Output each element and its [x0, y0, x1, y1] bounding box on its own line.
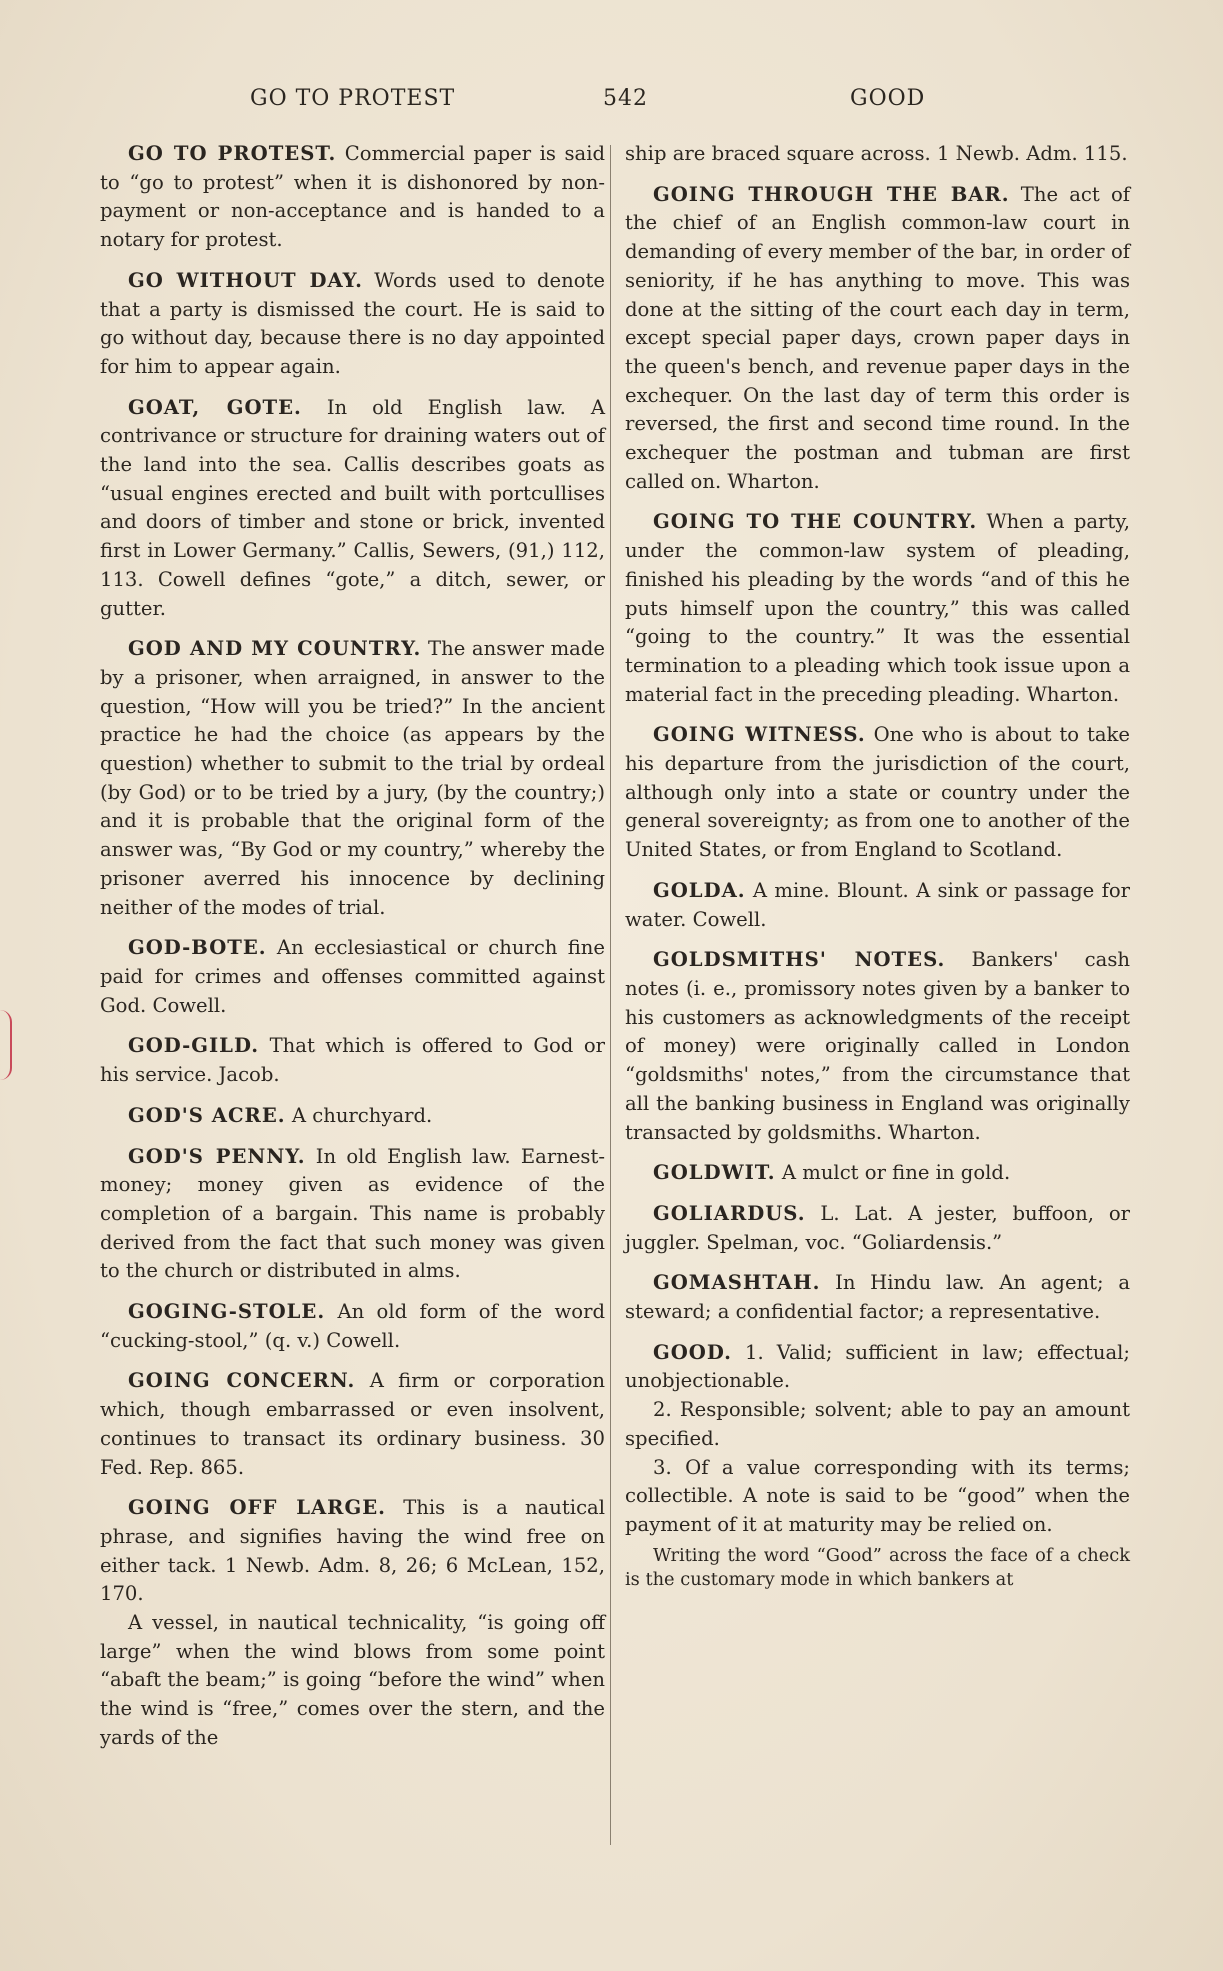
entry-going-witness — [625, 721, 1130, 865]
entry-good — [625, 1339, 1130, 1396]
entry-text: Words used to denote that a party is dismissed the court. He is said to go without day, because there is no day appointed for him to appear again. — [100, 268, 606, 378]
entry-text: An ecclesiastical or church fine paid for crimes and offenses committed against God. Cowell. — [100, 936, 605, 1017]
entry-text: L. Lat. A jester, buffoon, or juggler. Spelman, voc. “Goliardensis.” — [625, 1201, 1130, 1254]
entry-term: GOING THROUGH THE BAR. — [653, 182, 1010, 206]
entry-term: GOLDSMITHS' NOTES. — [653, 948, 946, 972]
entry-text: In old English law. Earnest-money; money given as evidence of the completion of a bargain. This name is probably derived from the fact that such money was given to the church or distributed in alms. — [100, 1144, 605, 1283]
entry-going-off-large-continued — [100, 1609, 605, 1753]
entry-gods-penny — [100, 1143, 605, 1287]
entry-text: A mine. Blount. A sink or passage for water. Cowell. — [625, 878, 1130, 931]
entry-text: The answer made by a prisoner, when arraigned, in answer to the question, “How will you be tried?” In the ancient practice he had the choice (as appears by the question) whether to submit to the trial by ordeal (by God) or to be tried by a jury, (by the country;) and it is probable that the original form of the answer was, “By God or my country,” whereby the prisoner averred his innocence by declining neither of the modes of trial. — [100, 637, 605, 919]
header-left-guide-word: GO TO PROTEST — [250, 86, 456, 111]
header-right-guide-word: GOOD — [850, 86, 926, 111]
right-column — [625, 140, 1130, 1604]
entry-text: In old English law. A contrivance or structure for draining waters out of the land into the sea. Callis describes goats as “usual engines erected and built with portcullises and doors of timber and stone or brick, invented first in Lower Germany.” Callis, Sewers, (91,) 112, 113. Cowell defines “gote,” a ditch, sewer, or gutter. — [100, 395, 605, 620]
entry-term: GOD AND MY COUNTRY. — [128, 637, 422, 661]
entry-going-off-large — [100, 1494, 605, 1609]
margin-mark — [0, 1010, 12, 1080]
entry-text: Writing the word “Good” across the face of a check is the customary mode in which bankers at — [625, 1544, 1130, 1590]
page-number: 542 — [603, 86, 648, 111]
entry-going-through-the-bar — [625, 181, 1130, 497]
entry-text: One who is about to take his departure from the jurisdiction of the court, although only into a state or country under the general sovereignty; as from one to another of the United States, or from England to Scotland. — [625, 723, 1130, 862]
entry-golda — [625, 877, 1130, 934]
entry-good-sense-2 — [625, 1396, 1130, 1453]
entry-gomashtah — [625, 1269, 1130, 1326]
entry-term: GO TO PROTEST. — [128, 142, 337, 165]
entry-god-and-my-country — [100, 635, 605, 922]
entry-text: A churchyard. — [291, 1103, 433, 1127]
entry-term: GOOD. — [653, 1340, 732, 1364]
entry-term: GOING CONCERN. — [128, 1369, 356, 1393]
entry-text: 3. Of a value corresponding with its terms; collectible. A note is said to be “good” when the payment of it at maturity may be relied on. — [625, 1455, 1130, 1536]
entry-goldwit — [625, 1159, 1130, 1188]
entry-good-sense-3 — [625, 1454, 1130, 1540]
entry-continuation — [625, 140, 1130, 169]
entry-text: This is a nautical phrase, and signifies having the wind free on either tack. 1 Newb. Adm. 8, 26; 6 McLean, 152, 170. — [100, 1496, 605, 1606]
entry-text: A mulct or fine in gold. — [781, 1161, 1011, 1185]
entry-term: GOD'S ACRE. — [128, 1103, 286, 1127]
entry-text: In Hindu law. An agent; a steward; a confidential factor; a representative. — [625, 1271, 1130, 1324]
entry-term: GOD-BOTE. — [128, 936, 267, 960]
entry-going-to-the-country — [625, 508, 1130, 709]
entry-term: GOING TO THE COUNTRY. — [653, 510, 978, 534]
running-header — [0, 86, 1223, 122]
entry-goging-stole — [100, 1298, 605, 1355]
entry-text: An old form of the word “cucking-stool,” (q. v.) Cowell. — [100, 1300, 605, 1352]
entry-goat-gote — [100, 394, 605, 624]
entry-text: Bankers' cash notes (i. e., promissory notes given by a banker to his customers as acknowledgments of the receipt of money) were originally called in London “goldsmiths' notes,” from the circumstance that all the banking business in England was originally transacted by goldsmiths. Wharton. — [625, 948, 1130, 1144]
entry-text: The act of the chief of an English common-law court in demanding of every member of the bar, in order of seniority, if he has anything to move. This was done at the sitting of the court each day in term, except special paper days, crown paper days in the queen's bench, and revenue paper days in the exchequer. On the last day of term this order is reversed, the first and second time round. In the exchequer the postman and tubman are first called on. Wharton. — [625, 182, 1130, 493]
entry-term: GOLDA. — [653, 878, 746, 902]
entry-god-gild — [100, 1032, 605, 1089]
left-column — [100, 140, 605, 1765]
entry-term: GOLIARDUS. — [653, 1201, 806, 1225]
entry-goldsmiths-notes — [625, 946, 1130, 1147]
entry-text: Commercial paper is said to “go to protest” when it is dishonored by non-payment or non-acceptance and is handed to a notary for protest. — [100, 142, 606, 252]
entry-term: GOGING-STOLE. — [128, 1300, 326, 1324]
entry-going-concern — [100, 1367, 605, 1482]
entry-term: GOD-GILD. — [128, 1034, 260, 1058]
entry-term: GO WITHOUT DAY. — [128, 268, 363, 292]
entry-god-bote — [100, 934, 605, 1020]
entry-term: GOING WITNESS. — [653, 723, 866, 747]
entry-text: That which is offered to God or his service. Jacob. — [100, 1034, 606, 1087]
entry-text: A firm or corporation which, though embarrassed or even insolvent, continues to transact its ordinary business. 30 Fed. Rep. 865. — [100, 1369, 606, 1479]
entry-term: GOD'S PENNY. — [128, 1144, 306, 1168]
entry-text: A vessel, in nautical technicality, “is going off large” when the wind blows from some point “abaft the beam;” is going “before the wind” when the wind is “free,” comes over the stern, and the yards of the — [100, 1611, 605, 1749]
entry-go-without-day — [100, 267, 605, 382]
entry-goliardus — [625, 1200, 1130, 1257]
entry-text: 2. Responsible; solvent; able to pay an amount specified. — [625, 1398, 1130, 1450]
entry-term: GOMASHTAH. — [653, 1271, 821, 1295]
entry-term: GOAT, GOTE. — [128, 395, 302, 419]
entry-good-note — [625, 1544, 1130, 1592]
entry-term: GOING OFF LARGE. — [128, 1496, 386, 1520]
entry-text: 1. Valid; sufficient in law; effectual; unobjectionable. — [625, 1340, 1130, 1393]
column-divider — [610, 145, 611, 1845]
entry-term: GOLDWIT. — [653, 1161, 776, 1185]
entry-text: When a party, under the common-law system of pleading, finished his pleading by the words “and of this he puts himself upon the country,” this was called “going to the country.” It was the essential termination to a pleading which took issue upon a material fact in the preceding pleading. Wharton. — [625, 510, 1130, 706]
entry-gods-acre — [100, 1102, 605, 1131]
entry-text: ship are braced square across. 1 Newb. Adm. 115. — [625, 142, 1128, 165]
entry-go-to-protest — [100, 140, 605, 255]
